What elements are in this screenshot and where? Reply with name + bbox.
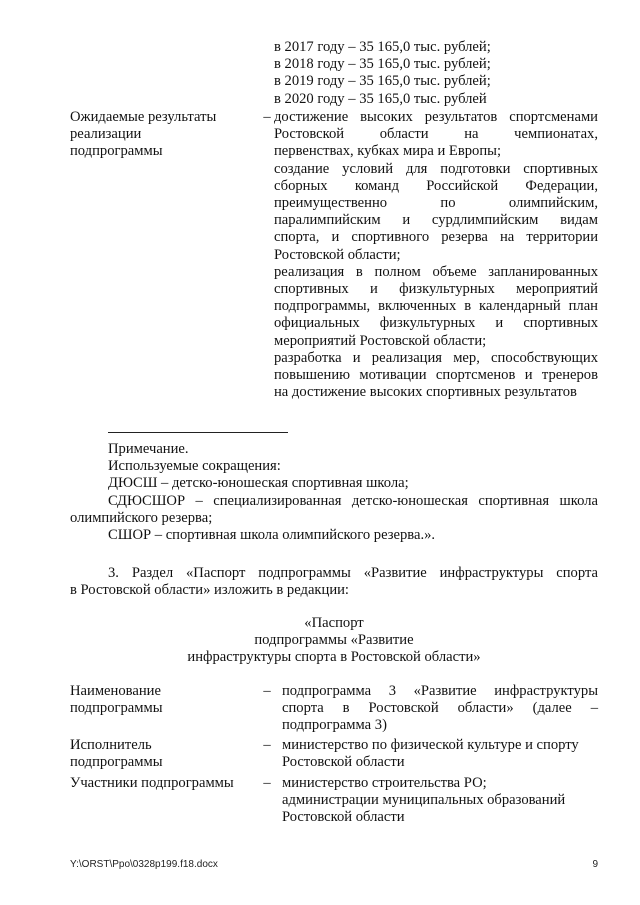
row-value [282, 683, 598, 735]
text-line: министерство строительства РО; [282, 775, 487, 791]
row-value [282, 737, 598, 771]
text-line: министерство по физической культуре и спорту [282, 737, 579, 753]
expected-results-text [274, 109, 598, 401]
text-line: спорта в Ростовской области» (далее – [282, 700, 598, 717]
title-line: «Паспорт [304, 615, 364, 631]
label-line: реализации [70, 126, 142, 143]
expected-results-row [0, 109, 640, 409]
paragraph-line: 3. Раздел «Паспорт подпрограммы «Развитие инфраструктуры спорта [108, 565, 598, 581]
note-subtitle: Используемые сокращения: [108, 458, 281, 475]
footer-file-path: Y:\ORST\Ppo\0328p199.f18.docx [70, 859, 218, 870]
text-line: Ростовской области на чемпионатах, [274, 126, 598, 143]
text-line: достижение высоких результатов спортсменами [274, 109, 598, 125]
text-line: спорта, и спортивного резерва на территории [274, 229, 598, 246]
row-label [70, 775, 260, 792]
note-item: СШОР – спортивная школа олимпийского резерва.». [108, 527, 436, 544]
text-line: преимущественно по олимпийским, [274, 195, 598, 212]
text-line: создание условий для подготовки спортивных [274, 160, 598, 177]
passport-row-executor [0, 737, 640, 773]
row-label [70, 683, 260, 717]
text-line: мероприятий Ростовской области; [274, 332, 487, 349]
page-number: 9 [592, 859, 598, 870]
expected-results-label [70, 109, 260, 161]
text-line: паралимпийским и сурдлимпийским видам [274, 212, 598, 229]
label-line: Ожидаемые результаты [70, 109, 217, 125]
text-line: Ростовской области; [274, 246, 401, 263]
paragraph-line: в Ростовской области» изложить в редакции: [70, 582, 349, 599]
text-line: Ростовской области [282, 809, 405, 826]
note-item: ДЮСШ – детско-юношеская спортивная школа; [108, 475, 409, 492]
text-line: Ростовской области [282, 754, 405, 771]
funding-tail [274, 39, 604, 108]
row-value [282, 775, 598, 827]
section3-paragraph [70, 565, 598, 599]
label-line: подпрограммы [70, 700, 163, 717]
text-line: первенствах, кубках мира и Европы; [274, 143, 502, 160]
passport-row-participants [0, 775, 640, 829]
funding-line: в 2018 году – 35 165,0 тыс. рублей; [274, 56, 491, 73]
row-label [70, 737, 260, 771]
footnote-divider [108, 432, 288, 433]
note-item: СДЮСШОР – специализированная детско-юношеская спортивная школа [108, 492, 598, 509]
text-line: сборных команд Российской Федерации, [274, 177, 598, 194]
row-dash: – [263, 109, 271, 125]
text-line: подпрограмма 3) [282, 717, 387, 734]
label-line: Участники подпрограммы [70, 775, 234, 791]
label-line: подпрограммы [70, 143, 163, 160]
text-line: повышению мотивации спортсменов и тренеров [274, 367, 598, 384]
text-line: подпрограмма 3 «Развитие инфраструктуры [282, 683, 598, 699]
text-line: разработка и реализация мер, способствующих [274, 349, 598, 366]
passport-row-name [0, 683, 640, 735]
funding-line: в 2017 году – 35 165,0 тыс. рублей; [274, 39, 491, 55]
funding-line: в 2019 году – 35 165,0 тыс. рублей; [274, 73, 491, 90]
note-title: Примечание. [108, 441, 189, 457]
text-line: на достижение высоких спортивных результатов [274, 384, 577, 401]
label-line: Наименование [70, 683, 161, 699]
label-line: Исполнитель [70, 737, 152, 753]
title-line: инфраструктуры спорта в Ростовской области» [187, 649, 481, 666]
text-line: администрации муниципальных образований [282, 792, 566, 809]
text-line: спортивных и физкультурных мероприятий [274, 281, 598, 298]
title-line: подпрограммы «Развитие [254, 632, 414, 649]
passport-title [70, 615, 598, 667]
funding-line: в 2020 году – 35 165,0 тыс. рублей [274, 90, 487, 107]
text-line: реализация в полном объеме запланированных [274, 263, 598, 280]
text-line: подпрограммы, включенных в календарный план [274, 298, 598, 315]
row-dash: – [263, 683, 271, 699]
row-dash: – [263, 775, 271, 791]
label-line: подпрограммы [70, 754, 163, 771]
note-block [70, 441, 598, 544]
row-dash: – [263, 737, 271, 753]
text-line: официальных физкультурных и спортивных [274, 315, 598, 332]
note-item-continued: олимпийского резерва; [70, 509, 213, 526]
